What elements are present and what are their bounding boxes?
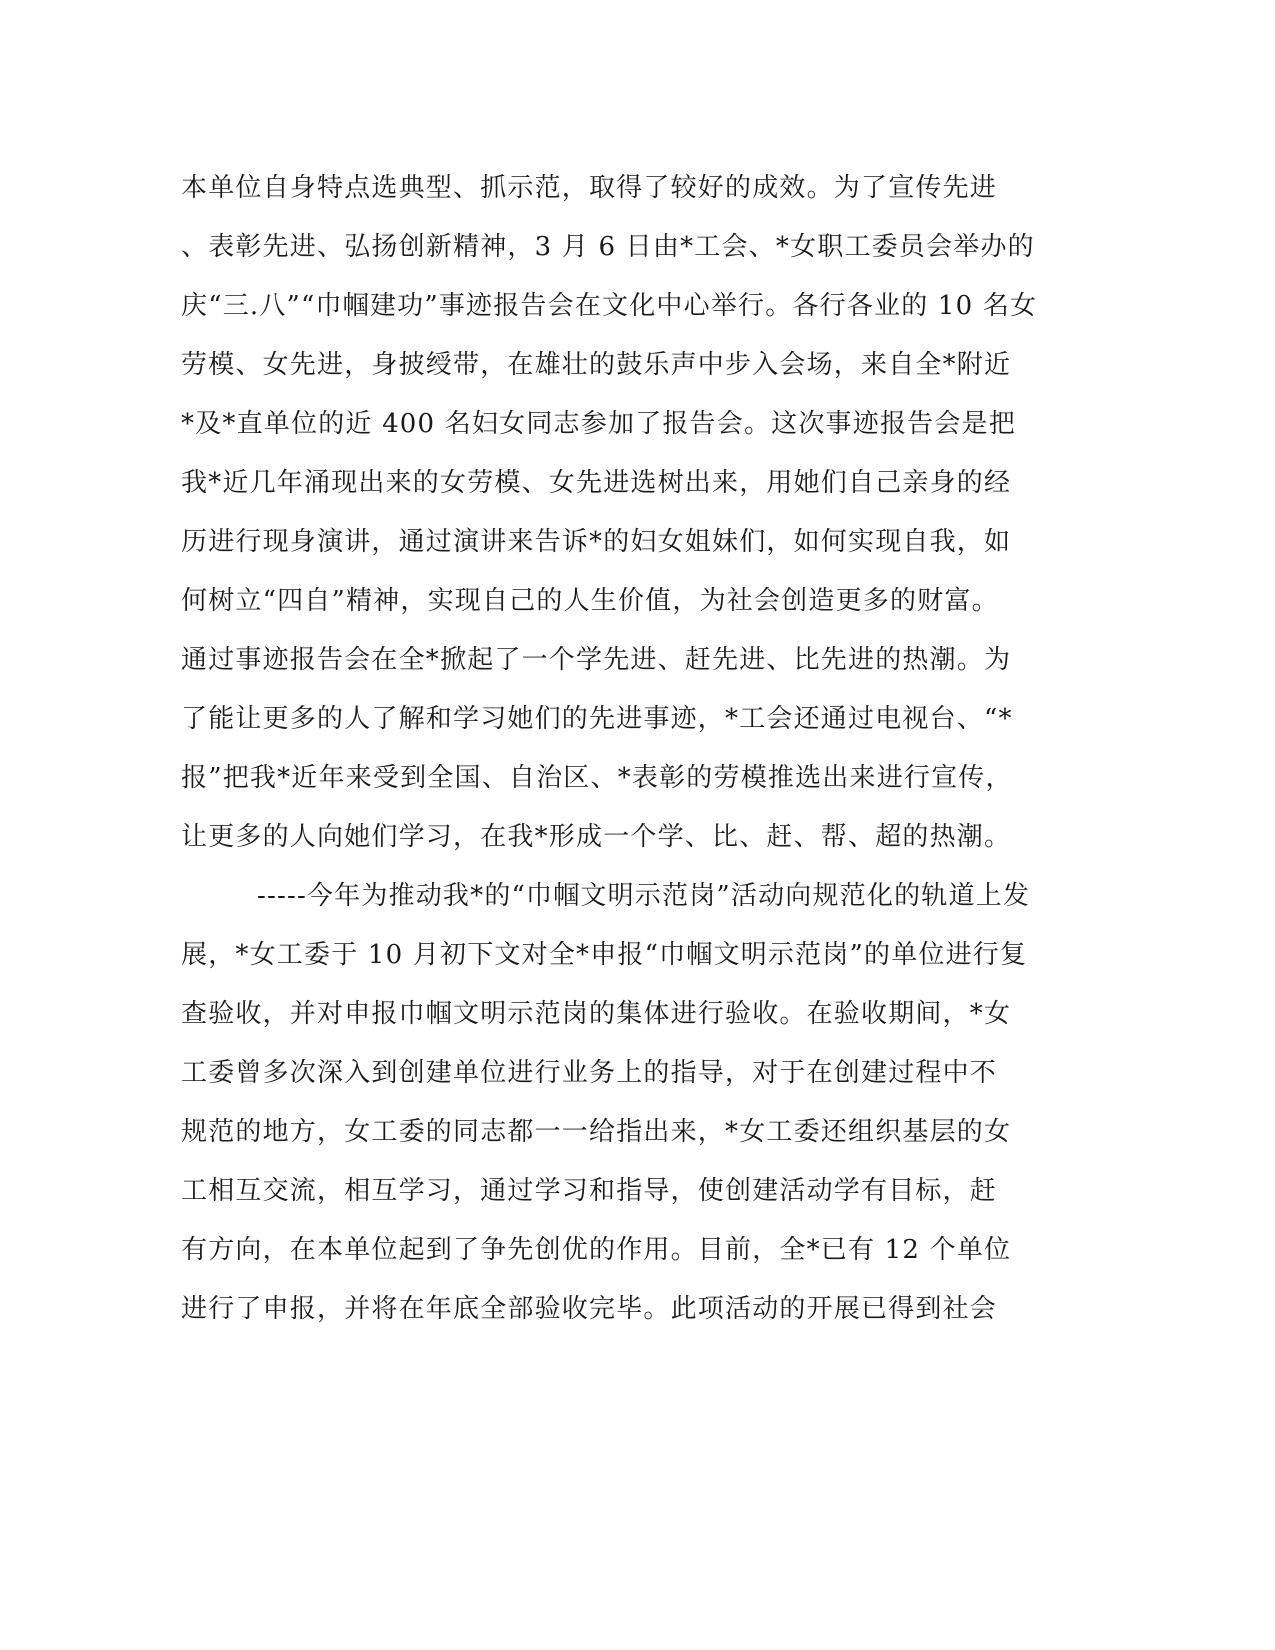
text-line: 了能让更多的人了解和学习她们的先进事迹，*工会还通过电视台、“* bbox=[181, 704, 1013, 734]
text-line: *及*直单位的近 400 名妇女同志参加了报告会。这次事迹报告会是把 bbox=[181, 409, 1016, 439]
text-line: 庆“三.八”“巾帼建功”事迹报告会在文化中心举行。各行各业的 10 名女 bbox=[181, 291, 1038, 321]
text-line: 劳模、女先进，身披绶带，在雄壮的鼓乐声中步入会场，来自全*附近 bbox=[181, 350, 1012, 380]
text-line: 进行了申报，并将在年底全部验收完毕。此项活动的开展已得到社会 bbox=[181, 1294, 998, 1324]
text-line: 规范的地方，女工委的同志都一一给指出来，*女工委还组织基层的女 bbox=[181, 1117, 1012, 1147]
paragraph-start-line: -----今年为推动我*的“巾帼文明示范岗”活动向规范化的轨道上发 bbox=[257, 881, 1031, 911]
text-line: 历进行现身演讲，通过演讲来告诉*的妇女姐妹们，如何实现自我，如 bbox=[181, 527, 1012, 557]
body-text bbox=[181, 159, 1041, 1339]
text-line: 让更多的人向她们学习，在我*形成一个学、比、赶、帮、超的热潮。 bbox=[181, 822, 1012, 852]
text-line: 报”把我*近年来受到全国、自治区、*表彰的劳模推选出来进行宣传， bbox=[181, 763, 1013, 793]
text-line: 工相互交流，相互学习，通过学习和指导，使创建活动学有目标，赶 bbox=[181, 1176, 998, 1206]
text-line: 查验收，并对申报巾帼文明示范岗的集体进行验收。在验收期间，*女 bbox=[181, 999, 1012, 1029]
text-line: 、表彰先进、弘扬创新精神，3 月 6 日由*工会、*女职工委员会举办的 bbox=[181, 232, 1035, 262]
text-line: 本单位自身特点选典型、抓示范，取得了较好的成效。为了宣传先进 bbox=[181, 173, 998, 203]
text-line: 展，*女工委于 10 月初下文对全*申报“巾帼文明示范岗”的单位进行复 bbox=[181, 940, 1028, 970]
text-line: 何树立“四自”精神，实现自己的人生价值，为社会创造更多的财富。 bbox=[181, 586, 999, 616]
text-line: 工委曾多次深入到创建单位进行业务上的指导，对于在创建过程中不 bbox=[181, 1058, 998, 1088]
text-line: 有方向，在本单位起到了争先创优的作用。目前，全*已有 12 个单位 bbox=[181, 1235, 1012, 1265]
text-line: 我*近几年涌现出来的女劳模、女先进选树出来，用她们自己亲身的经 bbox=[181, 468, 1012, 498]
text-line: 通过事迹报告会在全*掀起了一个学先进、赶先进、比先进的热潮。为 bbox=[181, 645, 1012, 675]
